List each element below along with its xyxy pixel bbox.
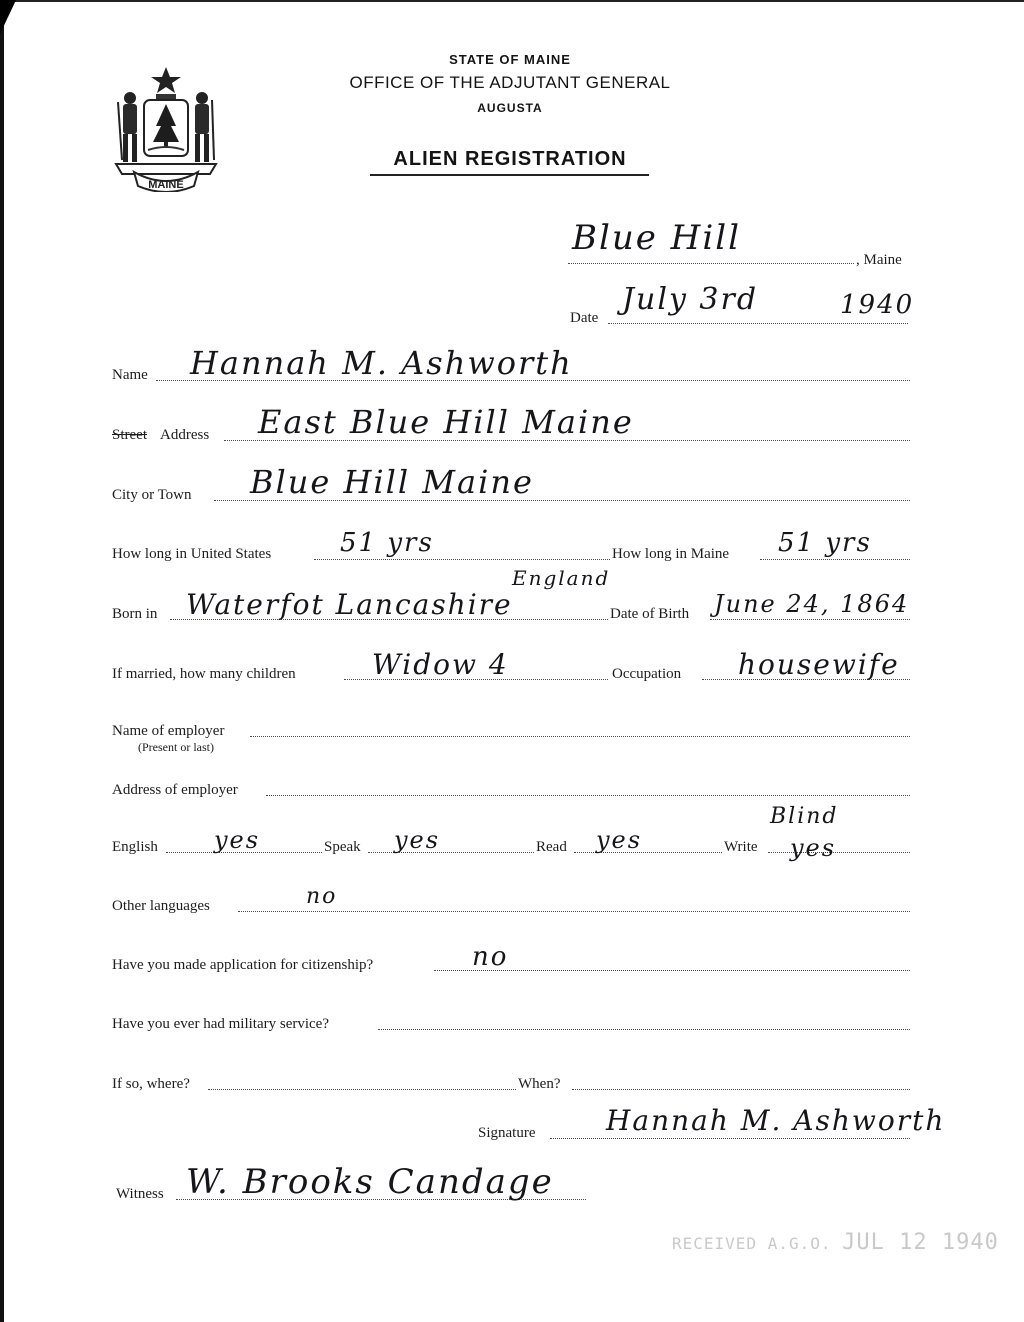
- svg-text:MAINE: MAINE: [148, 179, 184, 191]
- date-of-birth-line: [710, 619, 910, 620]
- header-city: AUGUSTA: [477, 101, 543, 115]
- header-state: STATE OF MAINE: [449, 52, 571, 67]
- other-languages-label: Other languages: [112, 898, 210, 914]
- employer-label: Name of employer: [112, 723, 225, 739]
- state-seal-icon: [108, 64, 224, 192]
- employer-address-line: [266, 795, 910, 796]
- when-label: When?: [518, 1076, 561, 1092]
- employer-line: [250, 736, 910, 737]
- witness-label: Witness: [116, 1186, 164, 1202]
- how-long-us-label: How long in United States: [112, 546, 272, 562]
- employer-address-label: Address of employer: [112, 782, 238, 798]
- how-long-us-value: 51 yrs: [340, 528, 434, 558]
- other-languages-value: no: [306, 884, 338, 909]
- how-long-maine-line: [760, 559, 910, 560]
- name-value: Hannah M. Ashworth: [190, 344, 573, 382]
- write-note: Blind: [770, 804, 839, 829]
- children-value: Widow 4: [372, 648, 509, 681]
- read-value: yes: [596, 826, 643, 854]
- write-value: yes: [790, 834, 837, 862]
- other-languages-line: [238, 911, 910, 912]
- how-long-us-line: [314, 559, 610, 560]
- where-line: [208, 1089, 516, 1090]
- born-in-label: Born in: [112, 606, 158, 622]
- date-of-birth-label: Date of Birth: [610, 606, 690, 622]
- page-corner-mark: [0, 0, 16, 34]
- date-label: Date: [570, 310, 599, 326]
- place-value: Blue Hill: [572, 218, 741, 258]
- page-left-edge: [0, 0, 4, 1322]
- address-label: Address: [160, 427, 210, 443]
- signature-label: Signature: [478, 1125, 536, 1141]
- english-value: yes: [214, 826, 261, 854]
- address-value: East Blue Hill Maine: [258, 403, 634, 441]
- received-stamp: [672, 1230, 999, 1255]
- date-value: July 3rd: [622, 282, 759, 317]
- place-line: [568, 263, 854, 264]
- address-label-struck: Street: [112, 427, 147, 443]
- speak-line: [368, 852, 534, 853]
- title-underline: [370, 174, 649, 176]
- occupation-value: housewife: [738, 648, 900, 681]
- military-line: [378, 1029, 910, 1030]
- how-long-maine-value: 51 yrs: [778, 528, 872, 558]
- children-label: If married, how many children: [112, 666, 296, 682]
- date-of-birth-value: June 24, 1864: [714, 590, 910, 618]
- military-label: Have you ever had military service?: [112, 1016, 329, 1032]
- english-label: English: [112, 839, 158, 855]
- signature-value: Hannah M. Ashworth: [606, 1104, 946, 1137]
- citizenship-value: no: [472, 942, 509, 972]
- how-long-maine-label: How long in Maine: [612, 546, 730, 562]
- write-label: Write: [724, 839, 758, 855]
- speak-label: Speak: [324, 839, 361, 855]
- where-label: If so, where?: [112, 1076, 190, 1092]
- header-office: OFFICE OF THE ADJUTANT GENERAL: [349, 73, 671, 92]
- signature-line: [550, 1138, 910, 1139]
- stamp-text: RECEIVED A.G.O.: [672, 1234, 832, 1253]
- name-label: Name: [112, 367, 148, 383]
- read-label: Read: [536, 839, 567, 855]
- page-top-edge: [0, 0, 1024, 2]
- occupation-label: Occupation: [612, 666, 682, 682]
- city-value: Blue Hill Maine: [250, 463, 534, 501]
- citizenship-label: Have you made application for citizenship?: [112, 957, 374, 973]
- city-label: City or Town: [112, 487, 192, 503]
- born-in-note: England: [512, 566, 611, 590]
- date-year: 1940: [840, 290, 915, 320]
- date-line: [608, 323, 908, 324]
- when-line: [572, 1089, 910, 1090]
- form-title: ALIEN REGISTRATION: [393, 148, 627, 170]
- speak-value: yes: [394, 826, 441, 854]
- employer-sublabel: (Present or last): [138, 740, 214, 754]
- place-suffix: , Maine: [856, 252, 902, 268]
- witness-value: W. Brooks Candage: [186, 1162, 554, 1202]
- born-in-value: Waterfot Lancashire: [186, 588, 513, 621]
- stamp-date: JUL 12 1940: [842, 1230, 999, 1255]
